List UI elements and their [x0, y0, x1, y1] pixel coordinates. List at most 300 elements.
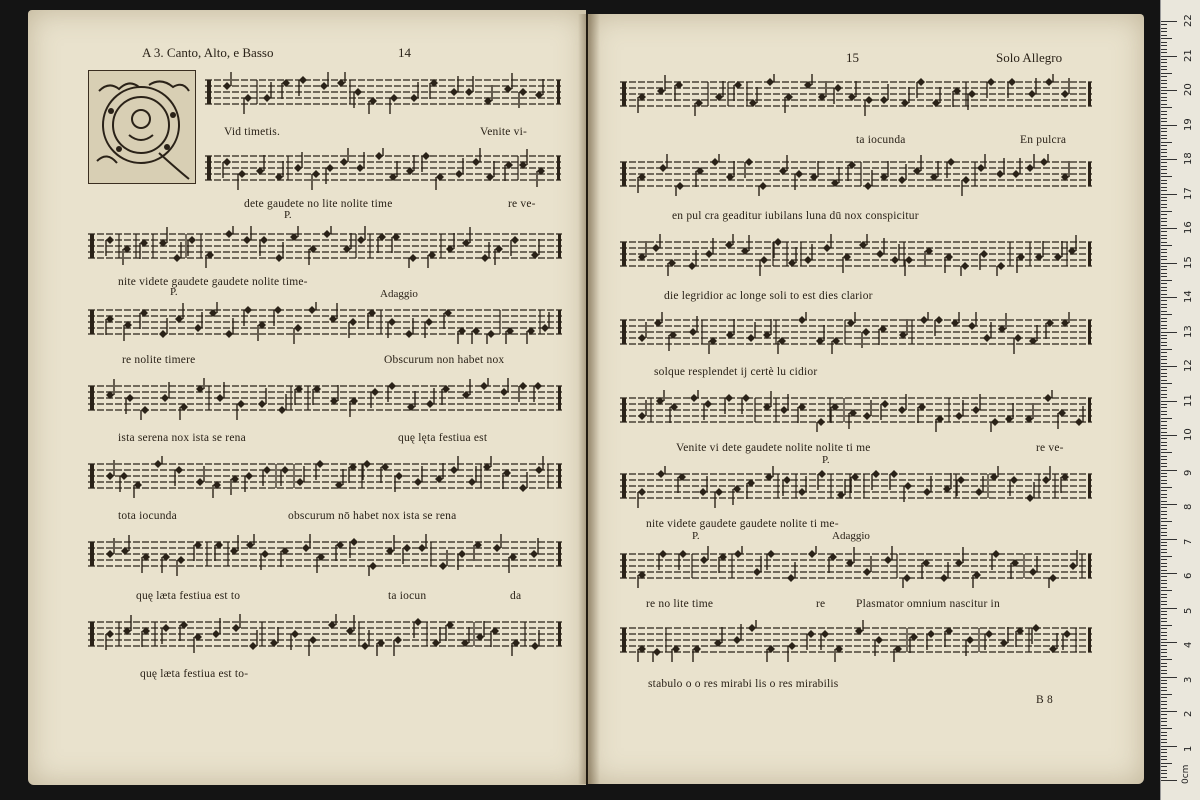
- ruler-tick: [1161, 218, 1167, 219]
- ruler-tick: [1161, 87, 1167, 88]
- lyric-line: re no lite time: [646, 598, 714, 610]
- ruler-tick: [1161, 687, 1167, 688]
- piano-mark: P.: [170, 286, 178, 298]
- ruler-label: 17: [1183, 186, 1194, 200]
- ruler-tick: [1161, 614, 1167, 615]
- ruler-label: 1: [1183, 745, 1194, 752]
- ruler-unit: 0cm: [1181, 764, 1191, 784]
- ruler-tick: [1161, 21, 1177, 22]
- ruler-tick: [1161, 725, 1167, 726]
- ruler-label: 10: [1183, 428, 1194, 441]
- ruler-label: 2: [1183, 710, 1194, 717]
- ruler-tick: [1161, 111, 1167, 112]
- ruler-tick: [1161, 300, 1167, 301]
- ruler-tick: [1161, 142, 1172, 143]
- ruler-tick: [1161, 497, 1167, 498]
- ruler-tick: [1161, 245, 1172, 246]
- ruler-tick: [1161, 69, 1167, 70]
- ruler-tick: [1161, 145, 1167, 146]
- ruler-tick: [1161, 549, 1167, 550]
- ruler-label: 8: [1183, 503, 1194, 510]
- ruler-tick: [1161, 387, 1167, 388]
- ruler-tick: [1161, 704, 1167, 705]
- lyric-line: die legridior ac longe soli to est dies clarior: [664, 290, 873, 302]
- ruler-label: 18: [1183, 152, 1194, 165]
- ruler-tick: [1161, 752, 1167, 753]
- ruler-tick: [1161, 583, 1167, 584]
- lyric-line: ta iocun: [388, 590, 427, 602]
- ruler-tick: [1161, 131, 1167, 132]
- ruler-tick: [1161, 159, 1177, 160]
- ruler-tick: [1161, 780, 1177, 781]
- ruler-tick: [1161, 525, 1167, 526]
- ruler-tick: [1161, 149, 1167, 150]
- ruler-tick: [1161, 24, 1167, 25]
- ruler-tick: [1161, 452, 1172, 453]
- ruler-tick: [1161, 359, 1167, 360]
- music-staff: [88, 226, 562, 268]
- ruler-tick: [1161, 514, 1167, 515]
- ruler-tick: [1161, 252, 1167, 253]
- ruler-tick: [1161, 397, 1167, 398]
- ruler-tick: [1161, 73, 1172, 74]
- music-staff: [620, 390, 1092, 432]
- ruler-tick: [1161, 552, 1167, 553]
- ruler-label: 11: [1183, 393, 1194, 407]
- ruler-label: 20: [1183, 83, 1194, 96]
- ruler-tick: [1161, 114, 1167, 115]
- ruler-tick: [1161, 556, 1172, 557]
- ruler-label: 6: [1183, 572, 1194, 579]
- ruler-tick: [1161, 559, 1167, 560]
- ruler-tick: [1161, 35, 1167, 36]
- ruler-tick: [1161, 670, 1167, 671]
- ruler-tick: [1161, 318, 1167, 319]
- ruler-tick: [1161, 363, 1167, 364]
- ruler-tick: [1161, 45, 1167, 46]
- ruler-tick: [1161, 28, 1167, 29]
- ruler-tick: [1161, 366, 1177, 367]
- ruler-tick: [1161, 573, 1177, 574]
- ruler-tick: [1161, 197, 1167, 198]
- ruler-label: 19: [1183, 117, 1194, 131]
- ruler-tick: [1161, 176, 1172, 177]
- ruler-tick: [1161, 180, 1167, 181]
- lyric-line: tota iocunda: [118, 510, 177, 522]
- lyric-line: stabulo o o res mirabi lis o res mirabilis: [648, 678, 839, 690]
- lyric-line: re: [816, 598, 826, 610]
- ruler-tick: [1161, 411, 1167, 412]
- music-staff: [620, 312, 1092, 354]
- lyric-line: nite videte gaudete gaudete nolite ti me-: [646, 518, 839, 530]
- ruler-tick: [1161, 432, 1167, 433]
- ruler-tick: [1161, 169, 1167, 170]
- ruler-tick: [1161, 490, 1167, 491]
- ruler-tick: [1161, 276, 1167, 277]
- ruler-tick: [1161, 608, 1177, 609]
- ruler-tick: [1161, 304, 1167, 305]
- ruler-tick: [1161, 56, 1177, 57]
- ruler-tick: [1161, 125, 1177, 126]
- ruler-tick: [1161, 428, 1167, 429]
- ruler-tick: [1161, 494, 1167, 495]
- music-staff: [620, 620, 1092, 662]
- ruler-tick: [1161, 711, 1177, 712]
- tempo-mark: Adaggio: [832, 530, 870, 542]
- ruler-tick: [1161, 383, 1172, 384]
- ruler-tick: [1161, 231, 1167, 232]
- ruler-label: 15: [1183, 255, 1194, 269]
- music-staff: [205, 148, 561, 190]
- lyric-line: quę lęta festiua est: [398, 432, 488, 444]
- ruler-tick: [1161, 421, 1167, 422]
- ruler-tick: [1161, 466, 1167, 467]
- ruler-tick: [1161, 204, 1167, 205]
- ruler-tick: [1161, 618, 1167, 619]
- ruler-tick: [1161, 673, 1167, 674]
- ruler-tick: [1161, 369, 1167, 370]
- ruler-tick: [1161, 501, 1167, 502]
- ruler-tick: [1161, 194, 1177, 195]
- ruler-tick: [1161, 739, 1167, 740]
- ruler-label: 9: [1183, 469, 1194, 476]
- ruler-tick: [1161, 390, 1167, 391]
- piano-mark: P.: [822, 454, 830, 466]
- ruler-tick: [1161, 263, 1177, 264]
- ruler-tick: [1161, 83, 1167, 84]
- ruler-tick: [1161, 694, 1172, 695]
- ruler-tick: [1161, 663, 1167, 664]
- ruler-tick: [1161, 749, 1167, 750]
- music-staff: [88, 378, 562, 420]
- ruler-tick: [1161, 507, 1167, 508]
- ruler-tick: [1161, 401, 1177, 402]
- ruler-tick: [1161, 93, 1167, 94]
- ruler-tick: [1161, 238, 1167, 239]
- ruler-tick: [1161, 442, 1167, 443]
- ruler-tick: [1161, 211, 1172, 212]
- ruler-tick: [1161, 356, 1167, 357]
- ruler-tick: [1161, 601, 1167, 602]
- ruler-tick: [1161, 49, 1167, 50]
- ruler-tick: [1161, 104, 1167, 105]
- ruler-tick: [1161, 742, 1167, 743]
- ruler-tick: [1161, 628, 1167, 629]
- ruler-tick: [1161, 721, 1167, 722]
- ruler-tick: [1161, 269, 1167, 270]
- ruler-tick: [1161, 718, 1167, 719]
- music-staff: [620, 546, 1092, 588]
- ruler-tick: [1161, 476, 1167, 477]
- ruler-tick: [1161, 570, 1167, 571]
- ruler-tick: [1161, 256, 1167, 257]
- ruler-tick: [1161, 511, 1167, 512]
- ruler-tick: [1161, 697, 1167, 698]
- lyric-line: solque resplendet ij certè lu cidior: [654, 366, 818, 378]
- ruler-tick: [1161, 121, 1167, 122]
- ruler-tick: [1161, 373, 1167, 374]
- ruler-tick: [1161, 335, 1167, 336]
- ruler-tick: [1161, 425, 1167, 426]
- ruler-tick: [1161, 38, 1172, 39]
- ruler-label: 14: [1183, 290, 1194, 303]
- ruler-tick: [1161, 635, 1167, 636]
- measuring-ruler: [1160, 0, 1200, 800]
- signature-mark: B 8: [1036, 694, 1053, 706]
- lyric-line: nite videte gaudete gaudete nolite time-: [118, 276, 308, 288]
- ruler-label: 16: [1183, 221, 1194, 234]
- lyric-line: en pul cra geaditur iubilans luna dū nox conspicitur: [672, 210, 919, 222]
- music-staff: [88, 534, 562, 576]
- ruler-tick: [1161, 249, 1167, 250]
- ruler-tick: [1161, 576, 1167, 577]
- ruler-label: 22: [1183, 14, 1194, 27]
- ruler-tick: [1161, 459, 1167, 460]
- lyric-line: dete gaudete no lite nolite time: [244, 198, 393, 210]
- music-staff: [88, 456, 562, 498]
- ruler-tick: [1161, 732, 1167, 733]
- ruler-tick: [1161, 587, 1167, 588]
- ruler-tick: [1161, 773, 1167, 774]
- music-staff: [205, 72, 561, 114]
- ruler-tick: [1161, 659, 1172, 660]
- ruler-tick: [1161, 470, 1177, 471]
- ruler-tick: [1161, 352, 1167, 353]
- ruler-tick: [1161, 463, 1167, 464]
- ruler-tick: [1161, 597, 1167, 598]
- ruler-tick: [1161, 683, 1167, 684]
- ruler-tick: [1161, 528, 1167, 529]
- music-staff: [620, 154, 1092, 196]
- ruler-tick: [1161, 701, 1167, 702]
- ruler-tick: [1161, 535, 1167, 536]
- ruler-tick: [1161, 532, 1167, 533]
- ruler-tick: [1161, 187, 1167, 188]
- lyric-line: Venite vi dete gaudete nolite nolite ti me: [676, 442, 871, 454]
- ruler-tick: [1161, 214, 1167, 215]
- ruler-tick: [1161, 42, 1167, 43]
- music-staff: [620, 234, 1092, 276]
- lyric-line: da: [510, 590, 522, 602]
- ruler-tick: [1161, 242, 1167, 243]
- ruler-tick: [1161, 438, 1167, 439]
- ruler-tick: [1161, 690, 1167, 691]
- ruler-tick: [1161, 504, 1177, 505]
- lyric-line: quę læta festiua est to-: [140, 668, 249, 680]
- ruler-label: 3: [1183, 676, 1194, 683]
- ruler-label: 13: [1183, 324, 1194, 338]
- ruler-label: 7: [1183, 538, 1194, 545]
- ruler-tick: [1161, 314, 1172, 315]
- ruler-tick: [1161, 325, 1167, 326]
- ruler-label: 4: [1183, 641, 1194, 648]
- ruler-tick: [1161, 625, 1172, 626]
- lyric-line: Venite vi-: [480, 126, 528, 138]
- ruler-tick: [1161, 380, 1167, 381]
- ruler-tick: [1161, 128, 1167, 129]
- ruler-tick: [1161, 52, 1167, 53]
- ruler-tick: [1161, 321, 1167, 322]
- ruler-tick: [1161, 756, 1167, 757]
- ruler-tick: [1161, 173, 1167, 174]
- decorated-initial: [88, 70, 196, 184]
- lyric-line: quę læta festiua est to: [136, 590, 241, 602]
- ruler-tick: [1161, 311, 1167, 312]
- ruler-tick: [1161, 708, 1167, 709]
- ruler-tick: [1161, 287, 1167, 288]
- ruler-tick: [1161, 435, 1177, 436]
- ruler-tick: [1161, 225, 1167, 226]
- lyric-line: obscurum nō habet nox ista se rena: [288, 510, 457, 522]
- ruler-tick: [1161, 394, 1167, 395]
- tempo-mark: Adaggio: [380, 288, 418, 300]
- ruler-tick: [1161, 228, 1177, 229]
- lyric-line: re ve-: [508, 198, 536, 210]
- ruler-tick: [1161, 118, 1167, 119]
- ruler-tick: [1161, 80, 1167, 81]
- ruler-tick: [1161, 66, 1167, 67]
- lyric-line: En pulcra: [1020, 134, 1067, 146]
- ruler-tick: [1161, 349, 1172, 350]
- ruler-tick: [1161, 714, 1167, 715]
- ruler-tick: [1161, 273, 1167, 274]
- ruler-tick: [1161, 542, 1167, 543]
- ruler-tick: [1161, 307, 1167, 308]
- ruler-tick: [1161, 590, 1172, 591]
- lyric-line: Obscurum non habet nox: [384, 354, 505, 366]
- ruler-tick: [1161, 338, 1167, 339]
- music-staff: [88, 614, 562, 656]
- ruler-tick: [1161, 580, 1167, 581]
- ruler-tick: [1161, 280, 1172, 281]
- ruler-tick: [1161, 200, 1167, 201]
- right-header-tempo: Solo Allegro: [996, 50, 1063, 65]
- ruler-label: 5: [1183, 607, 1194, 614]
- ruler-tick: [1161, 183, 1167, 184]
- ruler-tick: [1161, 100, 1167, 101]
- ruler-tick: [1161, 90, 1177, 91]
- ruler-tick: [1161, 728, 1172, 729]
- ruler-tick: [1161, 621, 1167, 622]
- ruler-tick: [1161, 190, 1167, 191]
- music-staff: [620, 74, 1092, 116]
- ruler-tick: [1161, 290, 1167, 291]
- ruler-tick: [1161, 656, 1167, 657]
- ruler-tick: [1161, 521, 1172, 522]
- ruler-tick: [1161, 62, 1167, 63]
- ruler-tick: [1161, 456, 1167, 457]
- music-staff: [88, 302, 562, 344]
- ruler-tick: [1161, 594, 1167, 595]
- ruler-tick: [1161, 763, 1172, 764]
- left-page-number: 14: [398, 45, 411, 60]
- ruler-tick: [1161, 332, 1177, 333]
- lyric-line: ista serena nox ista se rena: [118, 432, 246, 444]
- ruler-tick: [1161, 407, 1167, 408]
- music-staff: [620, 466, 1092, 508]
- ruler-tick: [1161, 376, 1167, 377]
- ruler-tick: [1161, 677, 1177, 678]
- ruler-tick: [1161, 97, 1167, 98]
- ruler-tick: [1161, 735, 1167, 736]
- ruler-tick: [1161, 680, 1167, 681]
- lyric-line: re ve-: [1036, 442, 1064, 454]
- piano-mark: P.: [692, 530, 700, 542]
- ruler-tick: [1161, 404, 1167, 405]
- ruler-tick: [1161, 639, 1167, 640]
- ruler-tick: [1161, 449, 1167, 450]
- ruler-tick: [1161, 328, 1167, 329]
- ruler-tick: [1161, 473, 1167, 474]
- ruler-tick: [1161, 545, 1167, 546]
- ruler-tick: [1161, 283, 1167, 284]
- ruler-tick: [1161, 156, 1167, 157]
- ruler-tick: [1161, 207, 1167, 208]
- ruler-tick: [1161, 31, 1167, 32]
- ruler-tick: [1161, 59, 1167, 60]
- ruler-tick: [1161, 604, 1167, 605]
- ruler-tick: [1161, 649, 1167, 650]
- ruler-tick: [1161, 766, 1167, 767]
- ruler-tick: [1161, 652, 1167, 653]
- ruler-tick: [1161, 518, 1167, 519]
- ruler-tick: [1161, 259, 1167, 260]
- ruler-tick: [1161, 746, 1177, 747]
- ruler-tick: [1161, 480, 1167, 481]
- ruler-tick: [1161, 297, 1177, 298]
- ruler-tick: [1161, 266, 1167, 267]
- piano-mark: P.: [284, 209, 292, 221]
- right-page-number: 15: [846, 50, 859, 65]
- ruler-tick: [1161, 135, 1167, 136]
- ruler-tick: [1161, 539, 1177, 540]
- ruler-tick: [1161, 483, 1167, 484]
- ruler-tick: [1161, 138, 1167, 139]
- ruler-tick: [1161, 162, 1167, 163]
- ruler-tick: [1161, 235, 1167, 236]
- ruler-label: 12: [1183, 359, 1194, 372]
- lyric-line: ta iocunda: [856, 134, 906, 146]
- ruler-tick: [1161, 632, 1167, 633]
- ruler-tick: [1161, 414, 1167, 415]
- lyric-line: Vid timetis.: [224, 126, 281, 138]
- ruler-tick: [1161, 563, 1167, 564]
- ruler-tick: [1161, 152, 1167, 153]
- ruler-tick: [1161, 642, 1177, 643]
- ruler-tick: [1161, 418, 1172, 419]
- ruler-tick: [1161, 342, 1167, 343]
- ruler-tick: [1161, 294, 1167, 295]
- ruler-tick: [1161, 759, 1167, 760]
- ruler-tick: [1161, 76, 1167, 77]
- lyric-line: Plasmator omnium nascitur in: [856, 598, 1000, 610]
- ruler-tick: [1161, 166, 1167, 167]
- ruler-tick: [1161, 666, 1167, 667]
- ruler-tick: [1161, 107, 1172, 108]
- ruler-tick: [1161, 777, 1167, 778]
- ruler-tick: [1161, 487, 1172, 488]
- ruler-tick: [1161, 770, 1167, 771]
- book-gutter: [578, 14, 600, 784]
- left-header-voices: A 3. Canto, Alto, e Basso: [142, 45, 274, 60]
- lyric-line: re nolite timere: [122, 354, 196, 366]
- ruler-tick: [1161, 566, 1167, 567]
- ruler-tick: [1161, 611, 1167, 612]
- ruler-label: 21: [1183, 48, 1194, 62]
- ruler-tick: [1161, 221, 1167, 222]
- ruler-tick: [1161, 345, 1167, 346]
- ruler-tick: [1161, 645, 1167, 646]
